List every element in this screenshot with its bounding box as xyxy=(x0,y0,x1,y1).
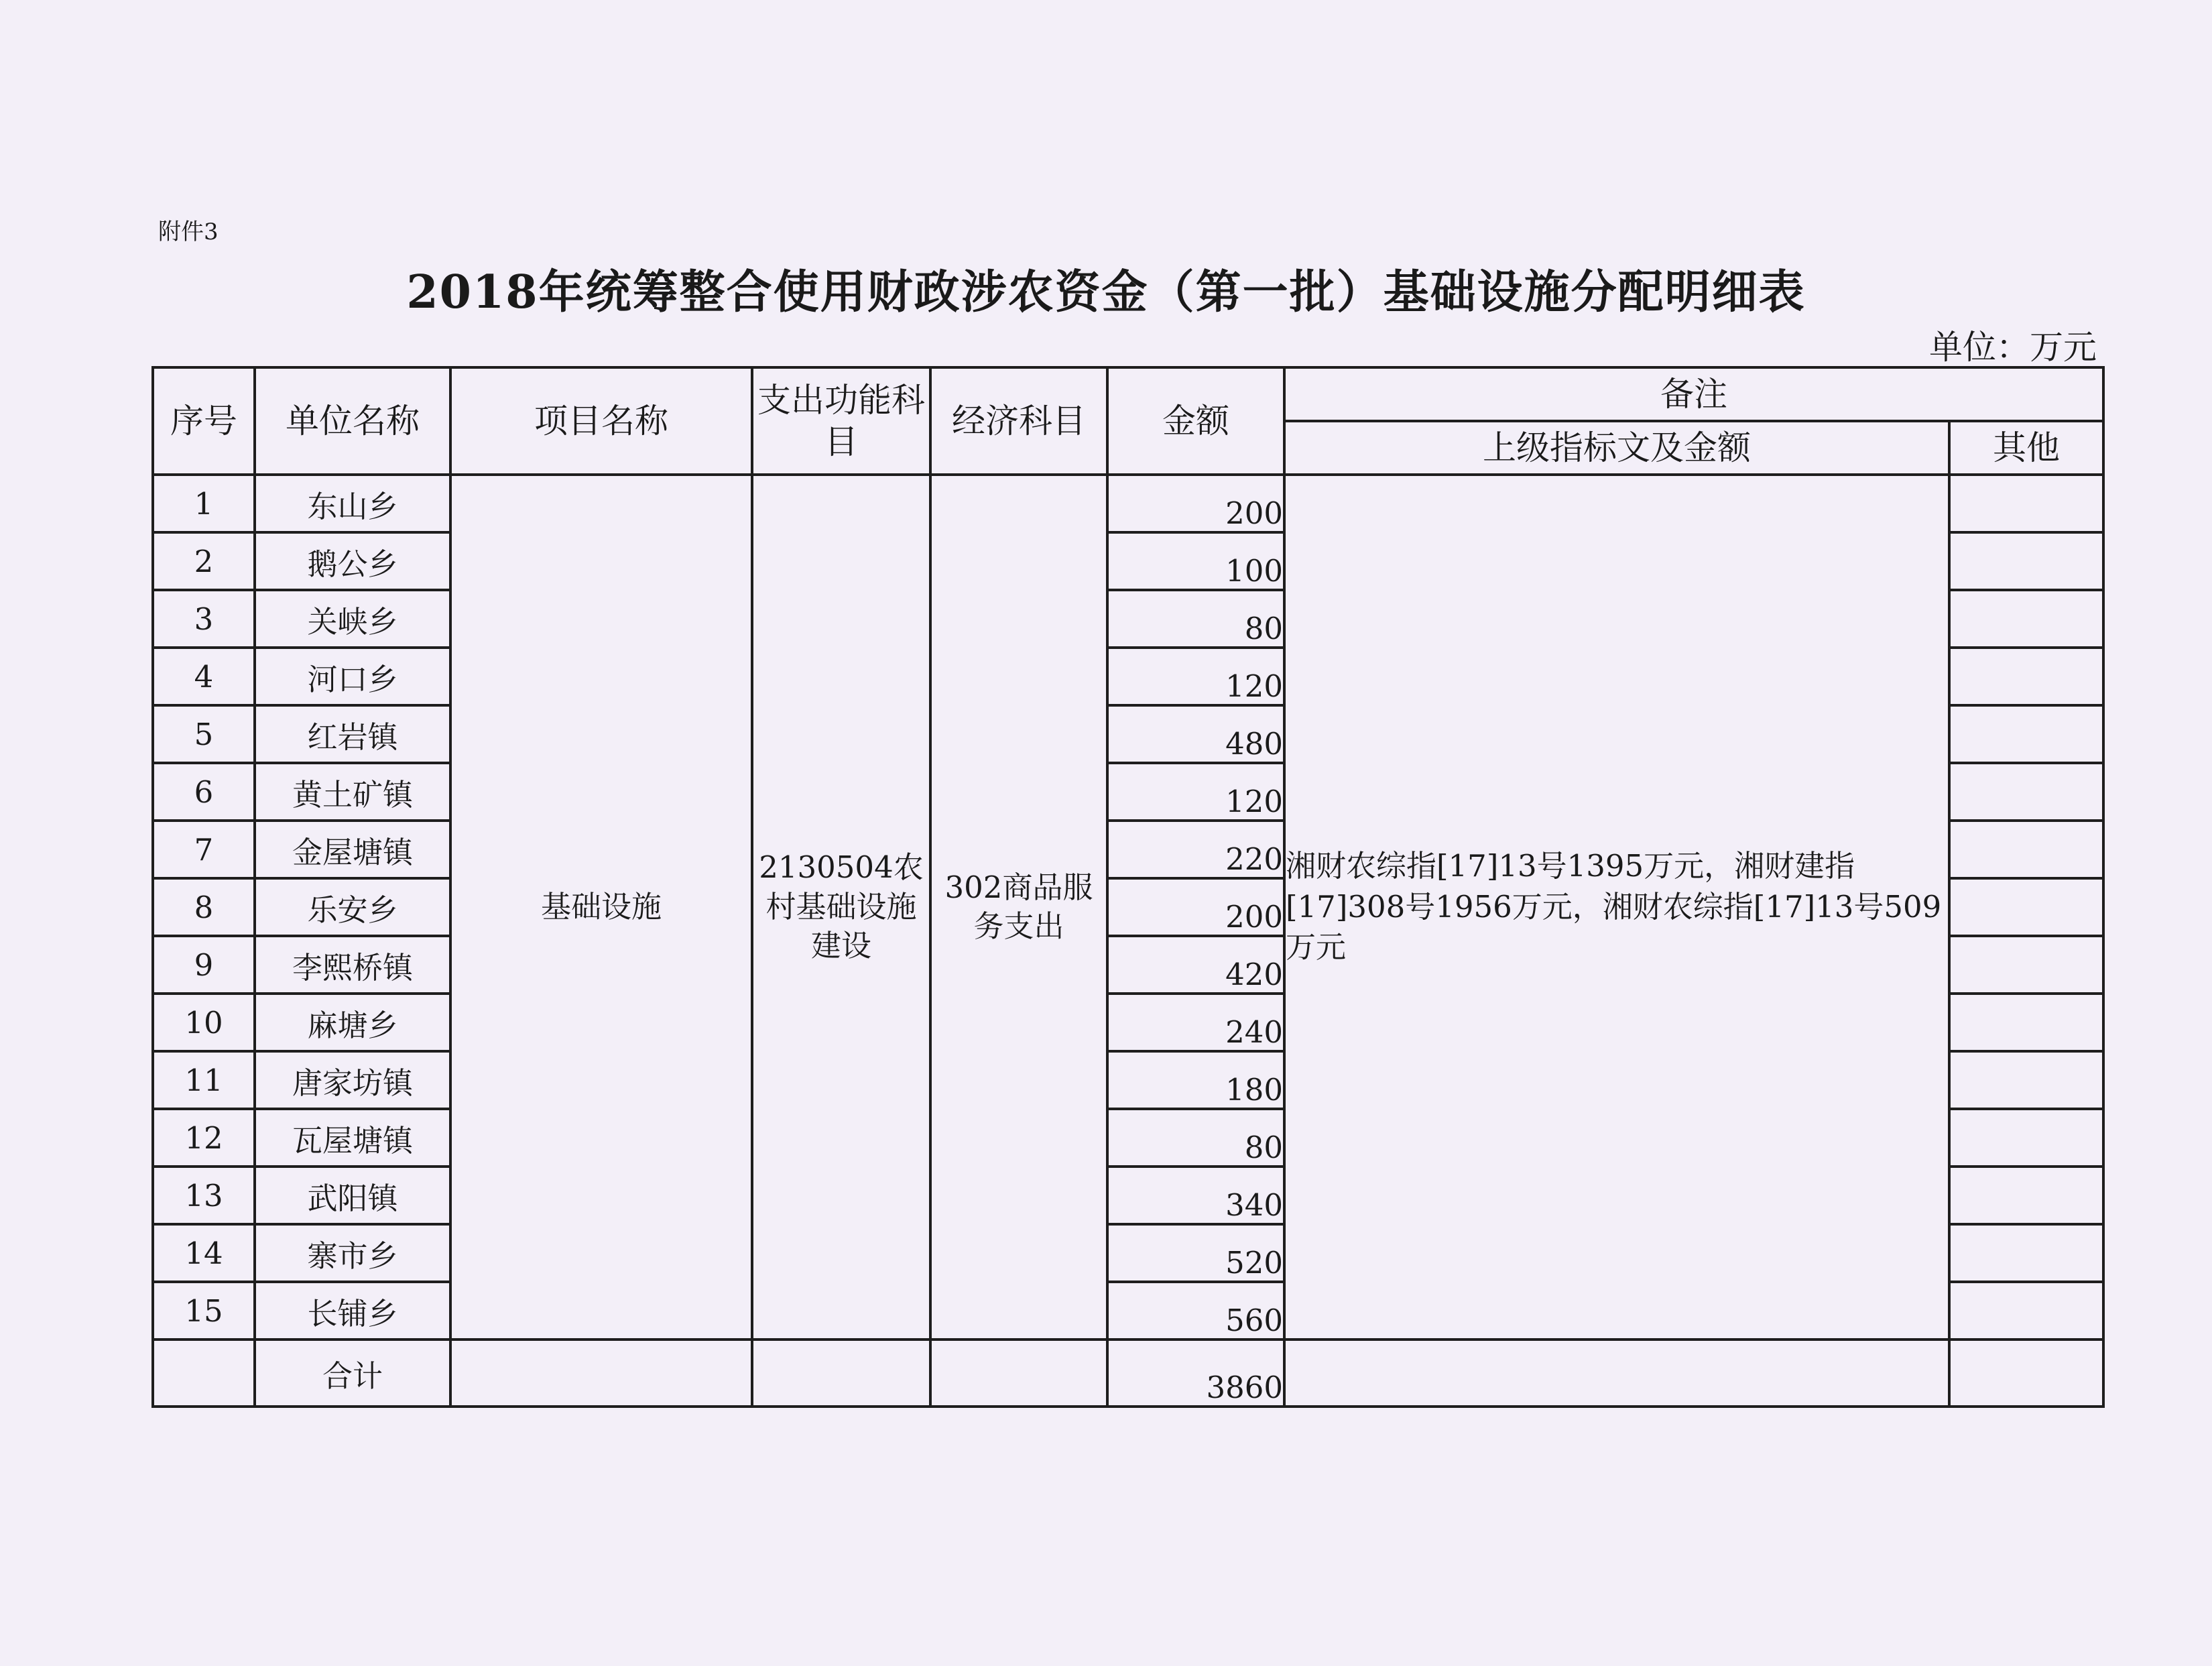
project-name-cell: 基础设施 xyxy=(450,475,752,1340)
header-remarks: 备注 xyxy=(1284,367,2103,421)
row-seq: 13 xyxy=(153,1167,255,1224)
row-other xyxy=(1949,1167,2103,1224)
row-seq: 12 xyxy=(153,1109,255,1167)
row-unit-name: 寨市乡 xyxy=(255,1224,450,1282)
row-seq: 1 xyxy=(153,475,255,532)
row-unit-name: 金屋塘镇 xyxy=(255,821,450,878)
row-other xyxy=(1949,821,2103,878)
row-amount: 340 xyxy=(1107,1167,1284,1224)
row-other xyxy=(1949,878,2103,936)
header-unit-name: 单位名称 xyxy=(255,367,450,475)
row-amount: 200 xyxy=(1107,878,1284,936)
row-other xyxy=(1949,1109,2103,1167)
total-amount: 3860 xyxy=(1107,1340,1284,1407)
total-seq xyxy=(153,1340,255,1407)
row-amount: 420 xyxy=(1107,936,1284,994)
row-amount: 520 xyxy=(1107,1224,1284,1282)
row-seq: 9 xyxy=(153,936,255,994)
row-amount: 240 xyxy=(1107,994,1284,1051)
row-amount: 120 xyxy=(1107,648,1284,705)
total-expense xyxy=(752,1340,930,1407)
total-other xyxy=(1949,1340,2103,1407)
row-other xyxy=(1949,590,2103,648)
row-other xyxy=(1949,1282,2103,1340)
header-expense-function: 支出功能科目 xyxy=(752,367,930,475)
row-seq: 5 xyxy=(153,705,255,763)
row-unit-name: 李熙桥镇 xyxy=(255,936,450,994)
row-seq: 7 xyxy=(153,821,255,878)
row-other xyxy=(1949,532,2103,590)
table-body xyxy=(153,475,2103,1407)
header-amount: 金额 xyxy=(1107,367,1284,475)
row-other xyxy=(1949,936,2103,994)
row-seq: 6 xyxy=(153,763,255,821)
row-other xyxy=(1949,1051,2103,1109)
row-amount: 120 xyxy=(1107,763,1284,821)
expense-function-cell: 2130504农村基础设施建设 xyxy=(752,475,930,1340)
total-economic xyxy=(930,1340,1107,1407)
table-row xyxy=(153,475,2103,532)
row-amount: 220 xyxy=(1107,821,1284,878)
attachment-label: 附件3 xyxy=(158,219,219,245)
row-unit-name: 黄土矿镇 xyxy=(255,763,450,821)
page-title: 2018年统筹整合使用财政涉农资金（第一批）基础设施分配明细表 xyxy=(406,265,1806,319)
remarks-text-cell: 湘财农综指[17]13号1395万元，湘财建指[17]308号1956万元，湘财农综指[17]13号509万元 xyxy=(1284,475,1949,1340)
header-economic-subject: 经济科目 xyxy=(930,367,1107,475)
row-amount: 80 xyxy=(1107,590,1284,648)
total-row xyxy=(153,1340,2103,1407)
row-seq: 11 xyxy=(153,1051,255,1109)
total-remark xyxy=(1284,1340,1949,1407)
row-seq: 2 xyxy=(153,532,255,590)
row-unit-name: 武阳镇 xyxy=(255,1167,450,1224)
header-other: 其他 xyxy=(1949,421,2103,475)
row-amount: 480 xyxy=(1107,705,1284,763)
header-superior-doc: 上级指标文及金额 xyxy=(1284,421,1949,475)
unit-label: 单位：万元 xyxy=(1929,328,2097,367)
row-amount: 80 xyxy=(1107,1109,1284,1167)
row-unit-name: 乐安乡 xyxy=(255,878,450,936)
row-seq: 15 xyxy=(153,1282,255,1340)
row-other xyxy=(1949,648,2103,705)
row-unit-name: 河口乡 xyxy=(255,648,450,705)
row-unit-name: 东山乡 xyxy=(255,475,450,532)
row-unit-name: 关峡乡 xyxy=(255,590,450,648)
row-unit-name: 长铺乡 xyxy=(255,1282,450,1340)
allocation-table xyxy=(151,366,2105,1408)
row-other xyxy=(1949,705,2103,763)
row-unit-name: 麻塘乡 xyxy=(255,994,450,1051)
row-amount: 180 xyxy=(1107,1051,1284,1109)
row-unit-name: 红岩镇 xyxy=(255,705,450,763)
row-other xyxy=(1949,994,2103,1051)
row-unit-name: 鹅公乡 xyxy=(255,532,450,590)
row-unit-name: 瓦屋塘镇 xyxy=(255,1109,450,1167)
row-unit-name: 唐家坊镇 xyxy=(255,1051,450,1109)
row-seq: 4 xyxy=(153,648,255,705)
total-label: 合计 xyxy=(255,1340,450,1407)
row-amount: 560 xyxy=(1107,1282,1284,1340)
row-other xyxy=(1949,763,2103,821)
row-seq: 10 xyxy=(153,994,255,1051)
row-other xyxy=(1949,475,2103,532)
total-project xyxy=(450,1340,752,1407)
header-seq: 序号 xyxy=(153,367,255,475)
row-seq: 3 xyxy=(153,590,255,648)
economic-subject-cell: 302商品服务支出 xyxy=(930,475,1107,1340)
row-amount: 100 xyxy=(1107,532,1284,590)
row-seq: 14 xyxy=(153,1224,255,1282)
row-other xyxy=(1949,1224,2103,1282)
row-seq: 8 xyxy=(153,878,255,936)
header-project-name: 项目名称 xyxy=(450,367,752,475)
row-amount: 200 xyxy=(1107,475,1284,532)
